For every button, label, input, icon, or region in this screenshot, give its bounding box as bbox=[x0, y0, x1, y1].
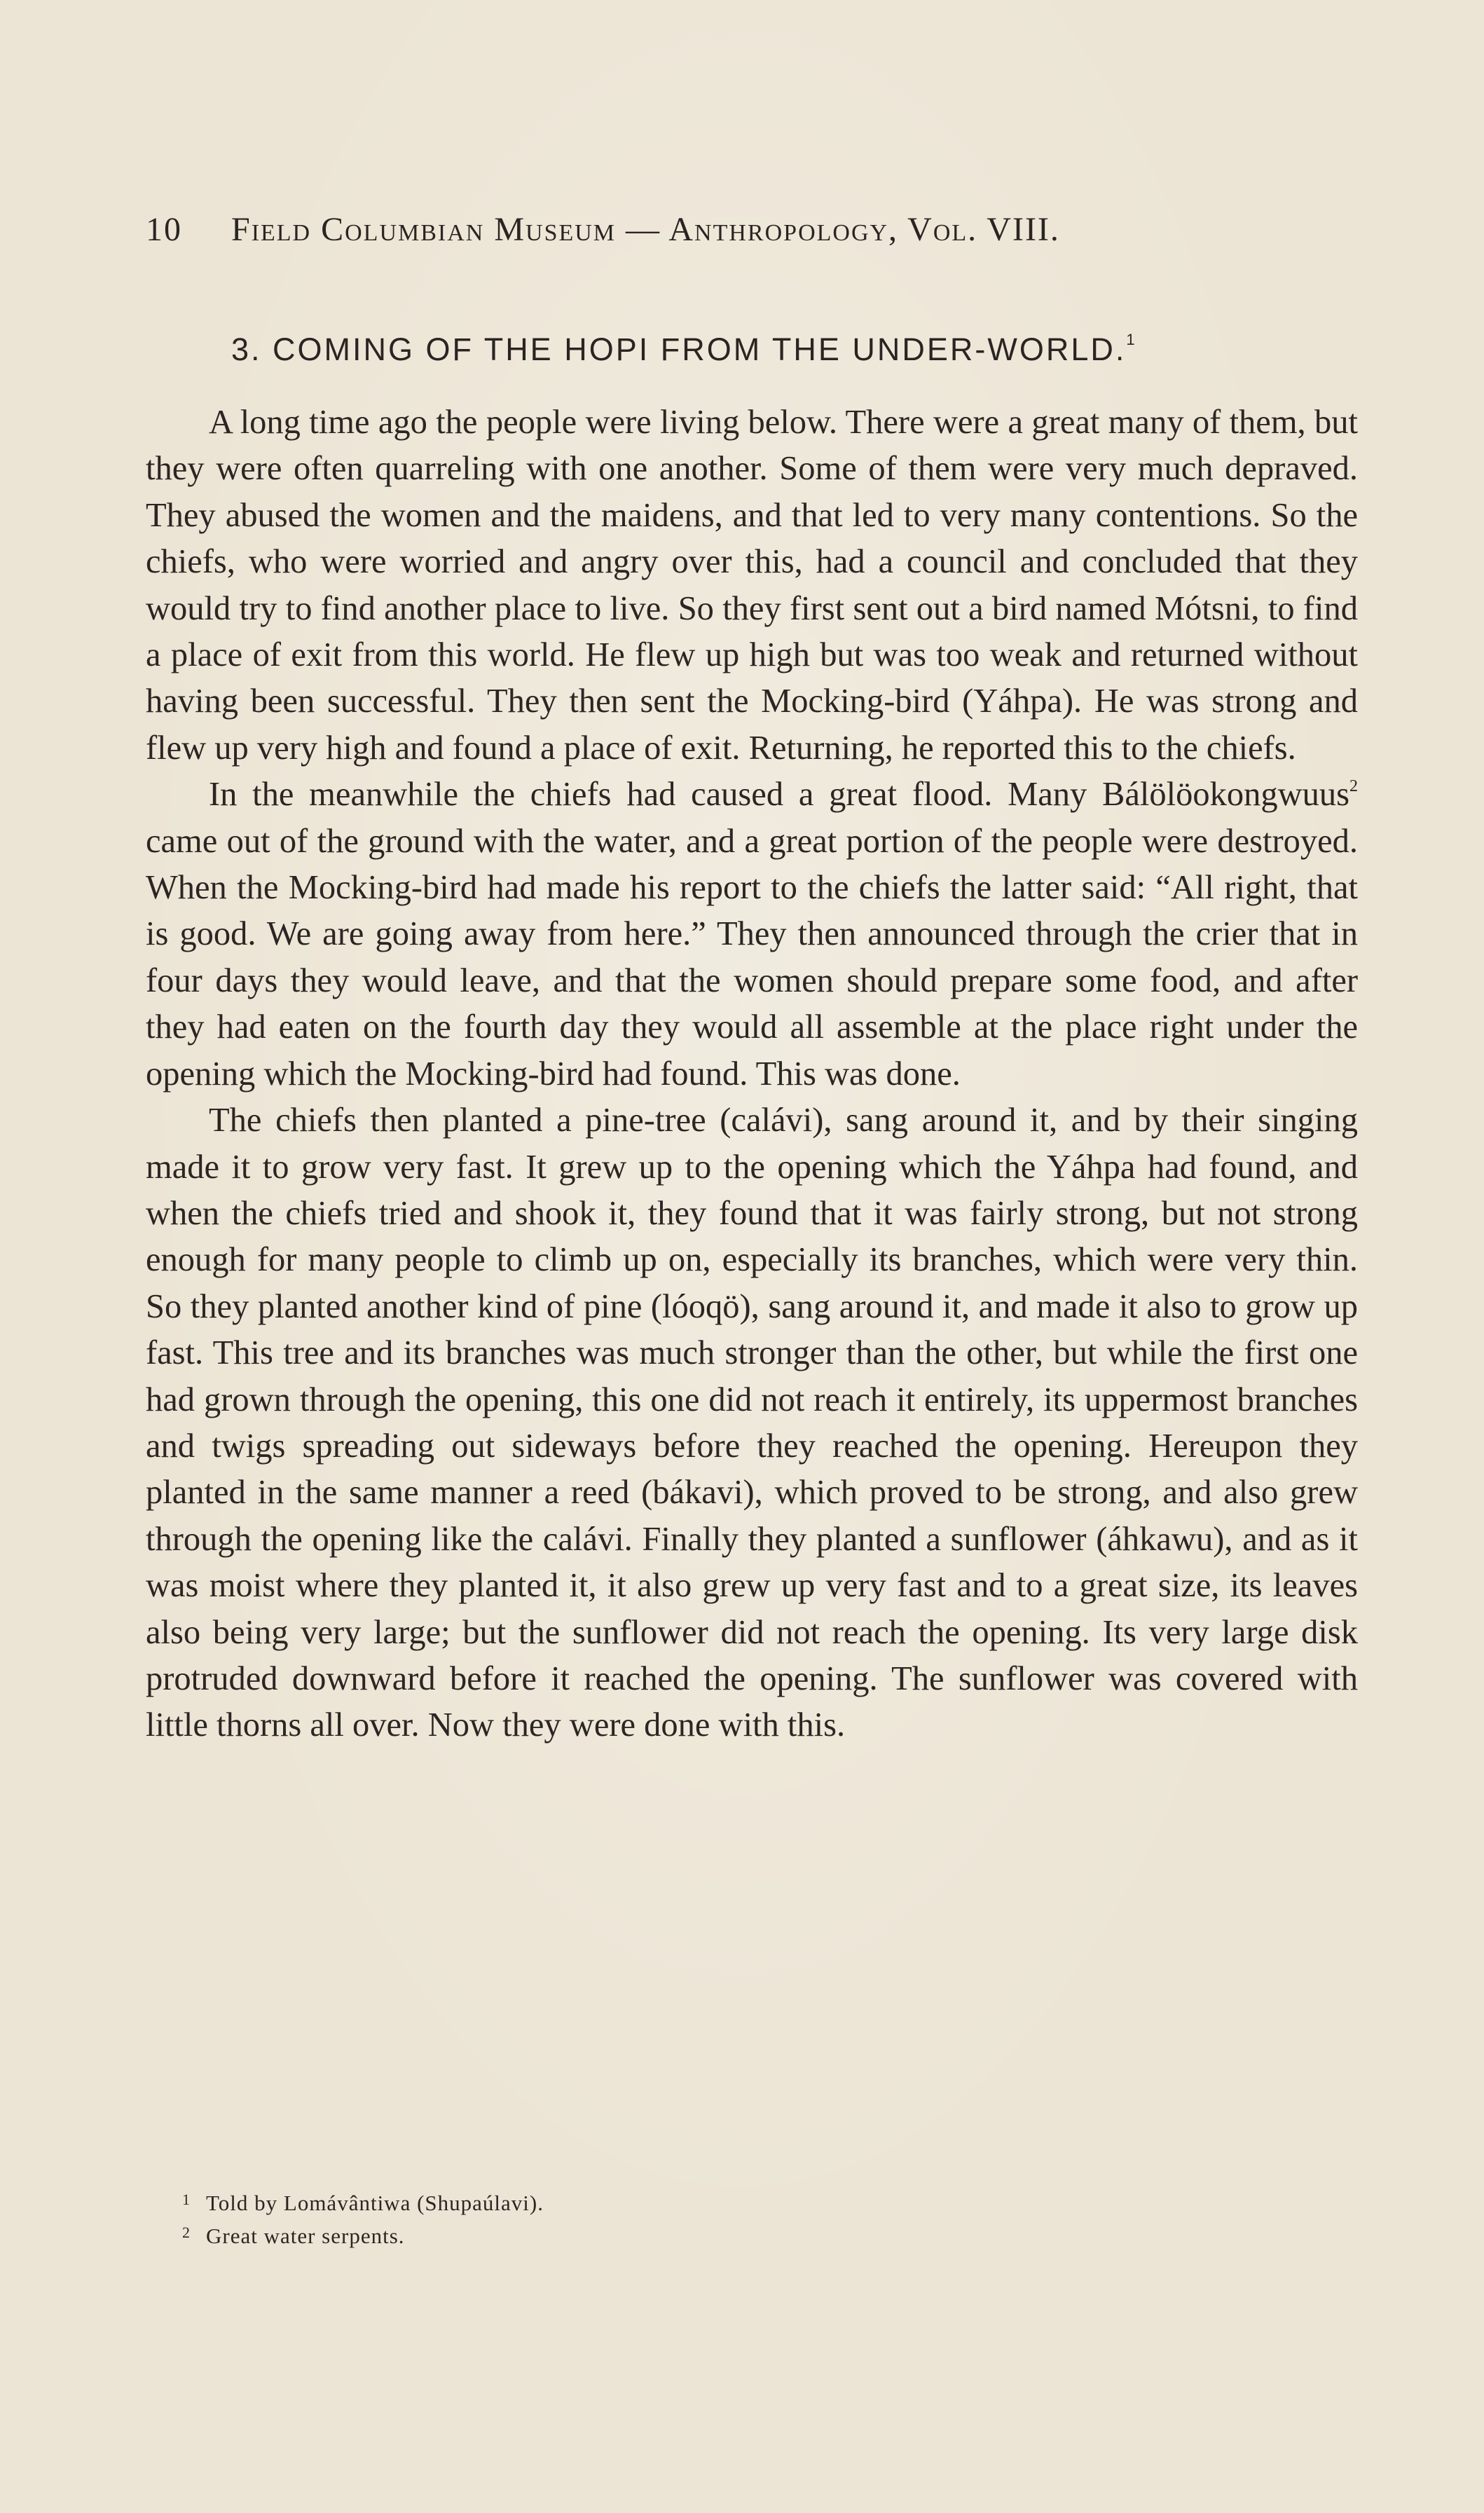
chapter-title-text: 3. COMING OF THE HOPI FROM THE UNDER-WORLD. bbox=[231, 331, 1127, 367]
footnote-mark: 2 bbox=[182, 2224, 191, 2241]
footnote-ref-1: 1 bbox=[1126, 331, 1137, 348]
paragraph-2-end: came out of the ground with the water, and a great portion of the people were destroyed. When the Mocking-bird had made his report to the chiefs the latter said: “All right, that is good. We are going away from here.” They then announced through the crier that in four days they would leave, and that the women should prepare some food, and after they had eaten on the fourth day they would all assemble at the place right under the opening which the Mocking-bird had found. This was done. bbox=[146, 822, 1358, 1093]
paragraph-2 bbox=[146, 772, 1358, 1097]
footnotes bbox=[182, 2185, 1303, 2251]
running-header bbox=[146, 210, 1351, 249]
footnote-2 bbox=[182, 2218, 1303, 2251]
paragraph-1: A long time ago the people were living below. There were a great many of them, but they were often quarreling with one another. Some of them were very much depraved. They abused the women and the maidens, and that led to very many contentions. So the chiefs, who were worried and angry over this, had a council and concluded that they would try to find another place to live. So they first sent out a bird named Mótsni, to find a place of exit from this world. He flew up high but was too weak and returned without having been successful. They then sent the Mocking-bird (Yáhpa). He was strong and flew up very high and found a place of exit. Returning, he reported this to the chiefs. bbox=[146, 404, 1358, 767]
chapter-title bbox=[231, 331, 1352, 368]
footnote-ref-2: 2 bbox=[1349, 777, 1358, 796]
page-number: 10 bbox=[146, 211, 182, 248]
paragraph-2-start: In the meanwhile the chiefs had caused a great flood. Many Bálölöokongwuus bbox=[209, 776, 1349, 814]
footnote-mark: 1 bbox=[182, 2191, 191, 2208]
running-title: Field Columbian Museum — Anthropology, Vol. VIII. bbox=[231, 211, 1060, 248]
footnote-text: Told by Lomávântiwa (Shupaúlavi). bbox=[206, 2191, 544, 2215]
body-text bbox=[146, 399, 1358, 1749]
footnote-1 bbox=[182, 2185, 1303, 2218]
footnote-text: Great water serpents. bbox=[206, 2224, 405, 2248]
paragraph-3: The chiefs then planted a pine-tree (calávi), sang around it, and by their singing made it to grow very fast. It grew up to the opening which the Yáhpa had found, and when the chiefs tried and shook it, they found that it was fairly strong, but not strong enough for many people to climb up on, especially its branches, which were very thin. So they planted another kind of pine (lóoqö), sang around it, and made it also to grow up fast. This tree and its branches was much stronger than the other, but while the first one had grown through the opening, this one did not reach it entirely, its uppermost branches and twigs spreading out sideways before they reached the opening. Hereupon they planted in the same manner a reed (bákavi), which proved to be strong, and also grew through the opening like the calávi. Finally they planted a sunflower (áhkawu), and as it was moist where they planted it, it also grew up very fast and to a great size, its leaves also being very large; but the sunflower did not reach the opening. Its very large disk protruded downward before it reached the opening. The sunflower was covered with little thorns all over. Now they were done with this. bbox=[146, 1102, 1358, 1744]
